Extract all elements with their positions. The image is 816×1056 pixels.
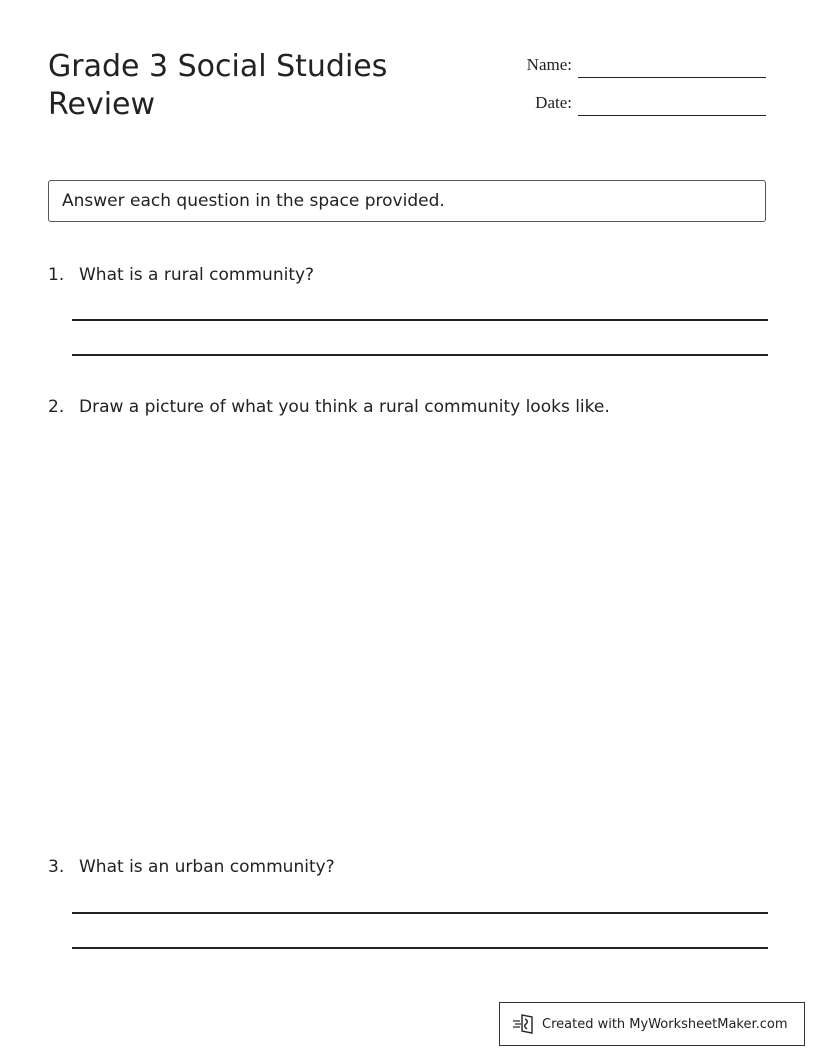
worksheet-title-line-2: Review — [48, 87, 156, 122]
question-number: 2. — [48, 397, 65, 417]
footer-badge[interactable] — [499, 1002, 805, 1046]
answer-line-q1-2[interactable] — [72, 354, 768, 356]
drawing-area[interactable] — [72, 430, 768, 840]
name-line[interactable] — [578, 77, 766, 78]
instructions-box: Answer each question in the space provided. — [48, 180, 766, 222]
answer-line-q1-1[interactable] — [72, 319, 768, 321]
name-label: Name: — [526, 55, 572, 74]
date-label: Date: — [535, 93, 572, 112]
question-text: Draw a picture of what you think a rural community looks like. — [79, 397, 610, 417]
answer-line-q3-2[interactable] — [72, 947, 768, 949]
worksheet-title — [48, 48, 448, 124]
worksheet-title-line-1: Grade 3 Social Studies — [48, 49, 388, 84]
question-text: What is a rural community? — [79, 265, 315, 285]
question-number: 3. — [48, 857, 65, 877]
worksheet-maker-logo-icon — [512, 1013, 536, 1035]
question-number: 1. — [48, 265, 65, 285]
footer-text: Created with MyWorksheetMaker.com — [542, 1016, 788, 1032]
date-line[interactable] — [578, 115, 766, 116]
question-text: What is an urban community? — [79, 857, 335, 877]
answer-line-q3-1[interactable] — [72, 912, 768, 914]
